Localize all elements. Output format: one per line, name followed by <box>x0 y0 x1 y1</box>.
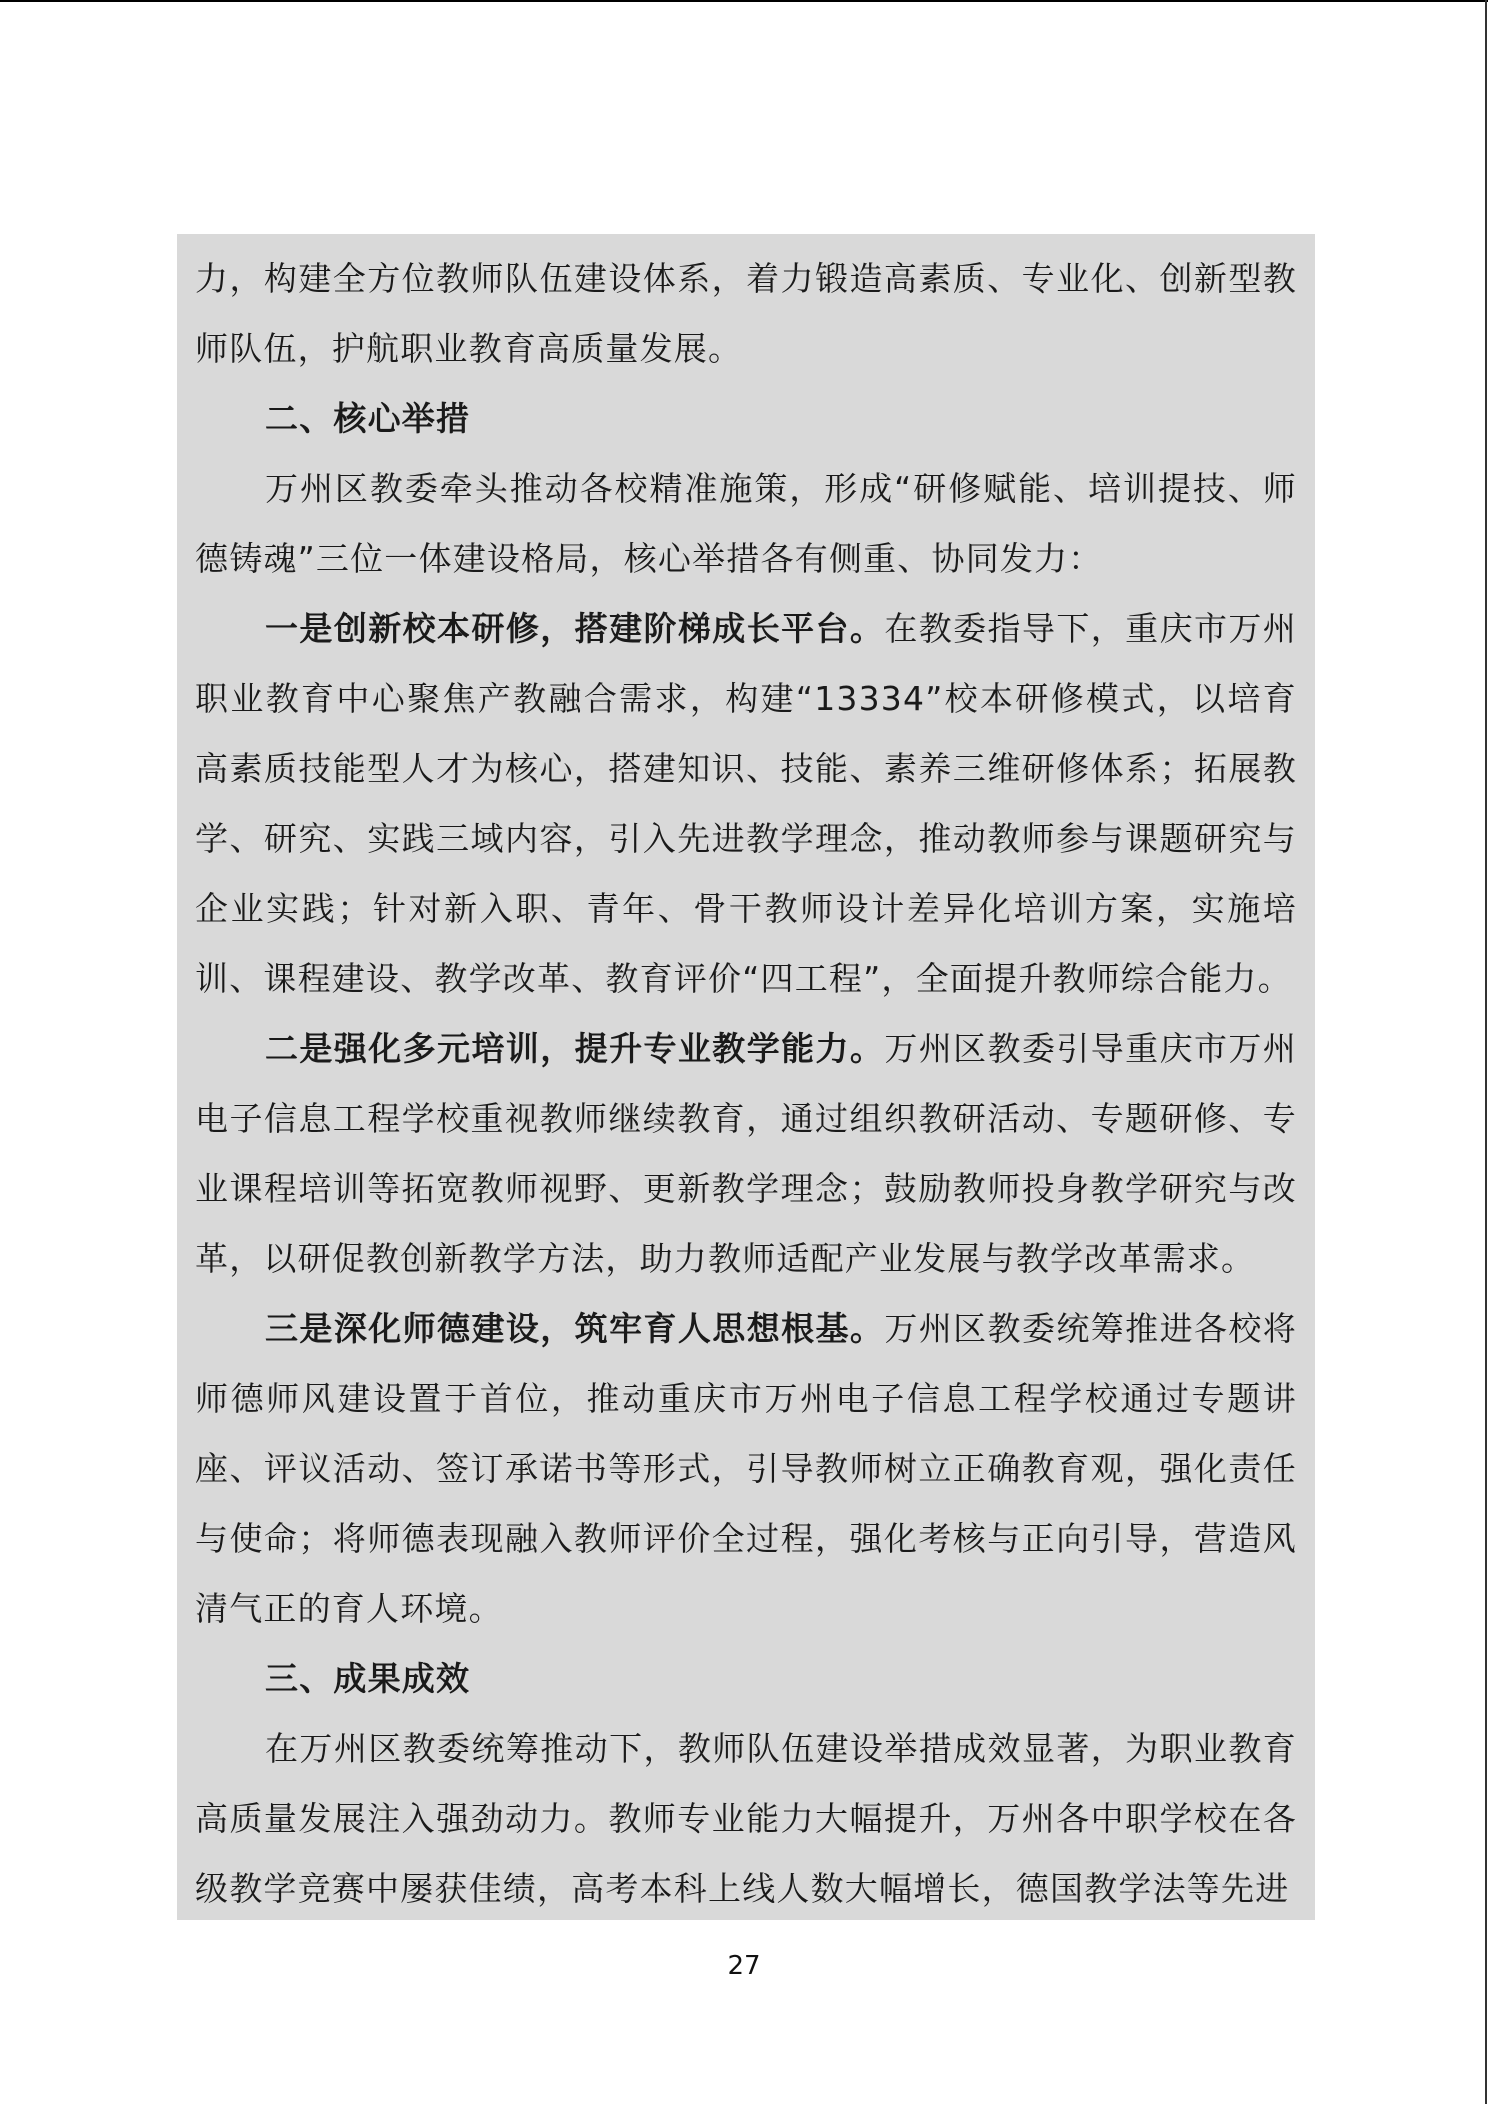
paragraph-continuation: 力，构建全方位教师队伍建设体系，着力锻造高素质、专业化、创新型教师队伍，护航职业教育高质量发展。 <box>195 259 1297 368</box>
measure-1-lead: 一是创新校本研修，搭建阶梯成长平台。 <box>265 609 885 648</box>
measure-1-body: 在教委指导下，重庆市万州职业教育中心聚焦产教融合需求，构建“13334”校本研修模式，以培育高素质技能型人才为核心，搭建知识、技能、素养三维研修体系；拓展教学、研究、实践三域内容，引入先进教学理念，推动教师参与课题研究与企业实践；针对新入职、青年、骨干教师设计差异化培训方案，实施培训、课程建设、教学改革、教育评价“四工程”，全面提升教师综合能力。 <box>195 609 1297 998</box>
measure-3-body: 万州区教委统筹推进各校将师德师风建设置于首位，推动重庆市万州电子信息工程学校通过专题讲座、评议活动、签订承诺书等形式，引导教师树立正确教育观，强化责任与使命；将师德表现融入教师评价全过程，强化考核与正向引导，营造风清气正的育人环境。 <box>195 1309 1297 1628</box>
section-heading-core-measures: 二、核心举措 <box>265 399 471 438</box>
measure-2-lead: 二是强化多元培训，提升专业教学能力。 <box>265 1029 885 1068</box>
shaded-content-box <box>177 234 1315 1920</box>
page-right-border <box>1485 0 1487 2104</box>
measure-2-body: 万州区教委引导重庆市万州电子信息工程学校重视教师继续教育，通过组织教研活动、专题研修、专业课程培训等拓宽教师视野、更新教学理念；鼓励教师投身教学研究与改革，以研促教创新教学方法，助力教师适配产业发展与教学改革需求。 <box>195 1029 1297 1278</box>
paragraph-measure-3 <box>195 1294 1297 1644</box>
page-top-border <box>0 0 1488 2</box>
paragraph-measure-1 <box>195 594 1297 1014</box>
paragraph-intro: 万州区教委牵头推动各校精准施策，形成“研修赋能、培训提技、师德铸魂”三位一体建设格局，核心举措各有侧重、协同发力： <box>195 469 1297 578</box>
measure-3-lead: 三是深化师德建设，筑牢育人思想根基。 <box>265 1309 885 1348</box>
paragraph-measure-2 <box>195 1014 1297 1294</box>
paragraph-results: 在万州区教委统筹推动下，教师队伍建设举措成效显著，为职业教育高质量发展注入强劲动力。教师专业能力大幅提升，万州各中职学校在各级教学竞赛中屡获佳绩，高考本科上线人数大幅增长，德国教学法等先进 <box>195 1729 1297 1908</box>
page-number: 27 <box>727 1951 761 1981</box>
section-heading-results: 三、成果成效 <box>265 1659 471 1698</box>
